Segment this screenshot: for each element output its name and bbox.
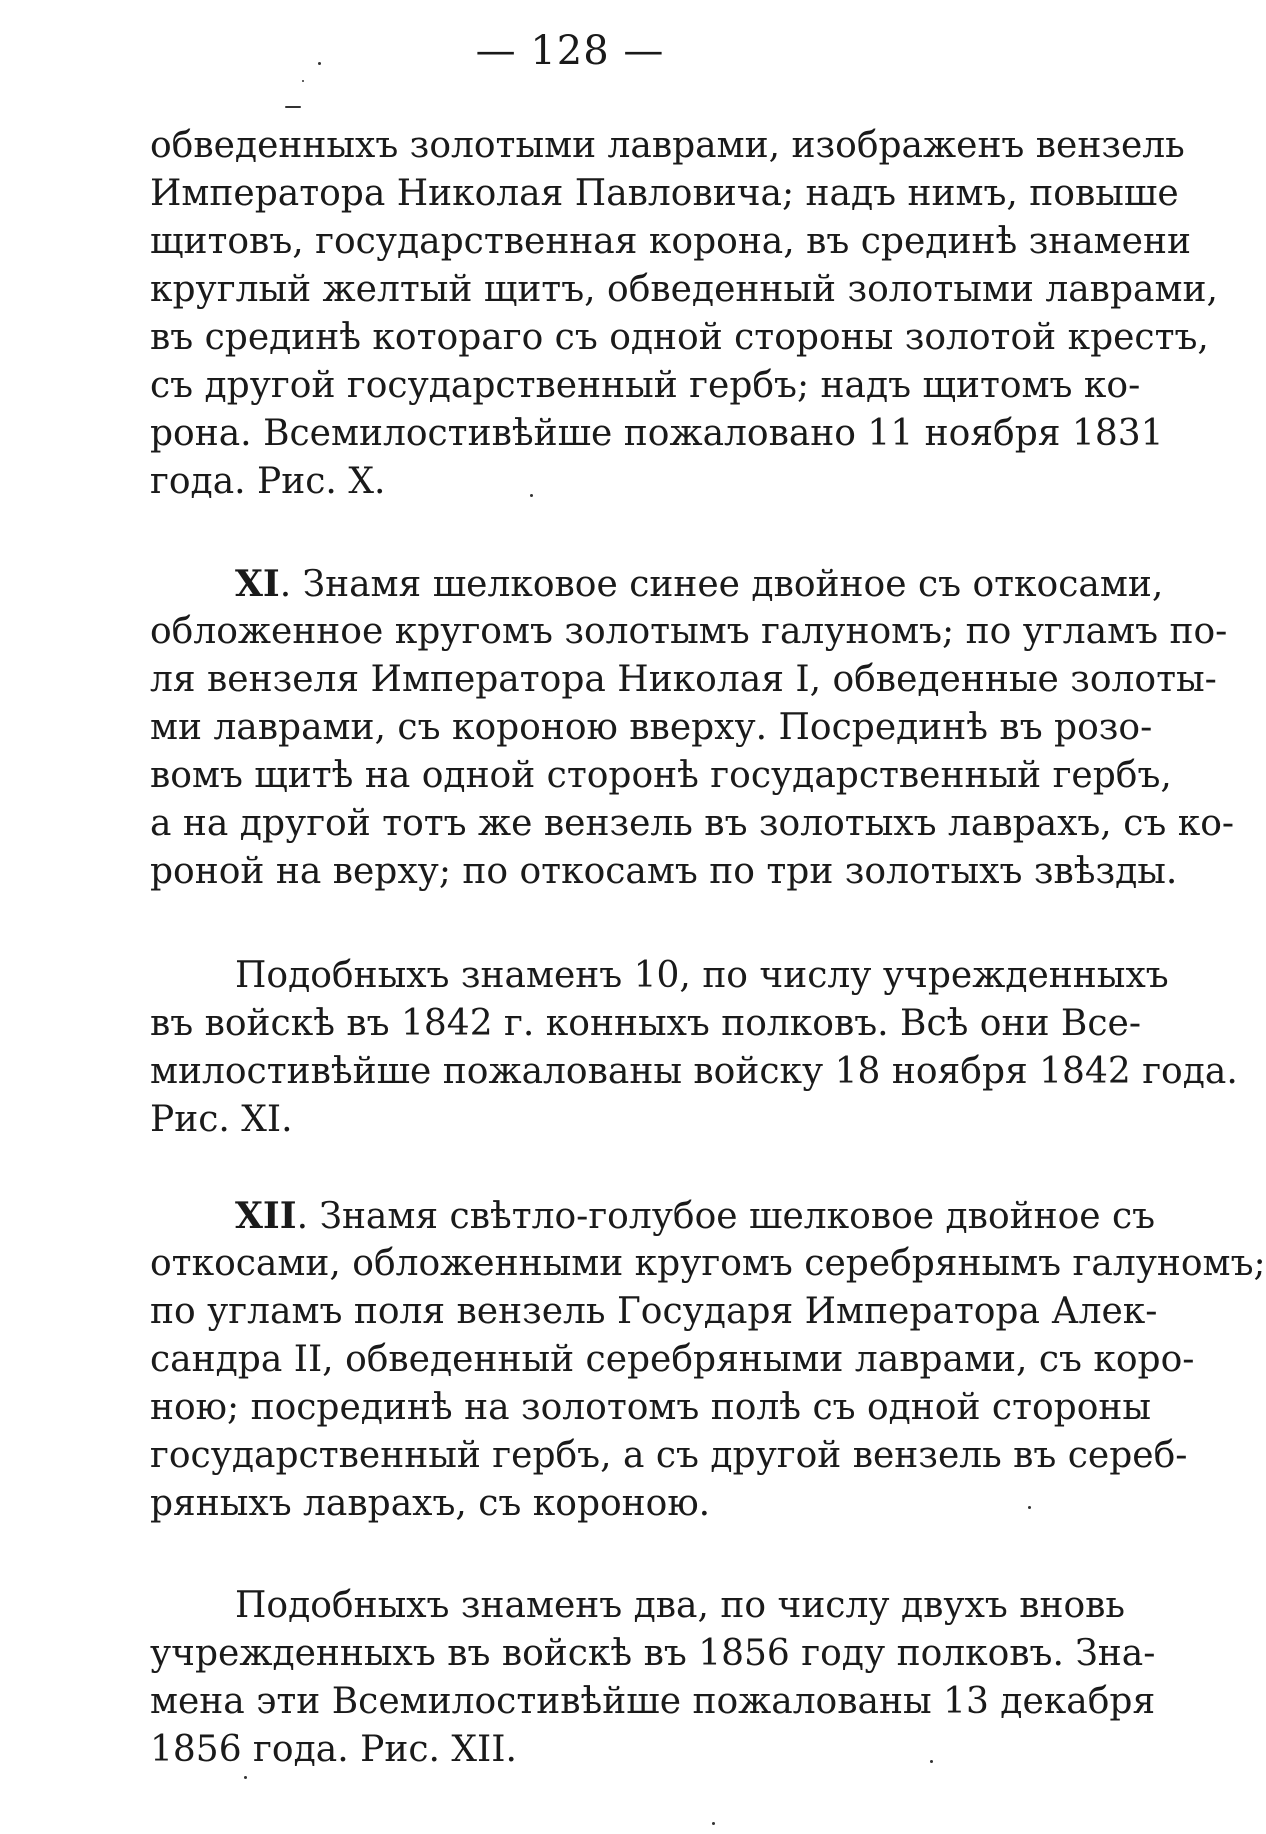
text-line: щитовъ, государственная корона, въ срединѣ знамени [150,221,1191,262]
text-line-first [150,560,1164,608]
text-line: вомъ щитѣ на одной сторонѣ государственный гербъ, [150,755,1172,796]
text-line: а на другой тотъ же вензель въ золотыхъ лаврахъ, съ ко- [150,803,1235,844]
text-line: . Знамя шелковое синее двойное съ откосами, [279,564,1164,605]
text-line: роной на верху; по откосамъ по три золотыхъ звѣзды. [150,851,1178,892]
print-speck [285,106,301,108]
print-speck [712,1822,715,1825]
text-line: Рис. XI. [150,1099,293,1140]
text-line: милостивѣйше пожалованы войску 18 ноября 1842 года. [150,1051,1238,1092]
text-line: учрежденныхъ въ войскѣ въ 1856 году полковъ. Зна- [150,1633,1156,1674]
page-number: — 128 — [475,28,665,74]
text-line: ною; посрединѣ на золотомъ полѣ съ одной стороны [150,1387,1152,1428]
text-line: . Знамя свѣтло-голубое шелковое двойное съ [296,1196,1156,1237]
paragraph-summary-xii [150,1582,1156,1774]
text-line: государственный гербъ, а съ другой вензель въ сереб- [150,1435,1188,1476]
paragraph-banner-xi [150,560,1235,896]
text-line: Подобныхъ знаменъ два, по числу двухъ вновь [235,1585,1126,1626]
text-line: Подобныхъ знаменъ 10, по числу учрежденныхъ [235,955,1169,996]
text-line: ля вензеля Императора Николая I, обведенные золоты- [150,659,1217,700]
text-line: круглый желтый щитъ, обведенный золотыми лаврами, [150,269,1218,310]
text-line: обложенное кругомъ золотымъ галуномъ; по угламъ по- [150,611,1228,652]
text-line: рона. Всемилостивѣйше пожаловано 11 ноября 1831 [150,413,1164,454]
text-line: по угламъ поля вензель Государя Императора Алек- [150,1291,1158,1332]
print-speck [302,80,304,82]
text-line: года. Рис. X. [150,461,386,502]
print-speck [318,62,321,65]
text-line: въ войскѣ въ 1842 г. конныхъ полковъ. Всѣ они Все- [150,1003,1141,1044]
text-line: обведенныхъ золотыми лаврами, изображенъ вензель [150,125,1185,166]
text-line: откосами, обложенными кругомъ серебрянымъ галуномъ; [150,1243,1266,1284]
text-line: сандра II, обведенный серебряными лаврами, съ коро- [150,1339,1195,1380]
text-line: въ срединѣ котораго съ одной стороны золотой крестъ, [150,317,1209,358]
section-numeral: XII [235,1195,297,1237]
text-line: Императора Николая Павловича; надъ нимъ, повыше [150,173,1179,214]
paragraph-banner-xii [150,1192,1266,1528]
text-line: ми лаврами, съ короною вверху. Посрединѣ въ розо- [150,707,1153,748]
text-line: 1856 года. Рис. XII. [150,1729,517,1770]
text-line: съ другой государственный гербъ; надъ щитомъ ко- [150,365,1141,406]
section-numeral: XI [235,563,280,605]
paragraph-summary-xi [150,952,1238,1144]
text-line: ряныхъ лаврахъ, съ короною. [150,1483,711,1524]
print-speck [244,1776,247,1779]
text-line-first [150,1192,1156,1240]
text-line: мена эти Всемилостивѣйше пожалованы 13 декабря [150,1681,1156,1722]
paragraph-continuation [150,122,1218,506]
